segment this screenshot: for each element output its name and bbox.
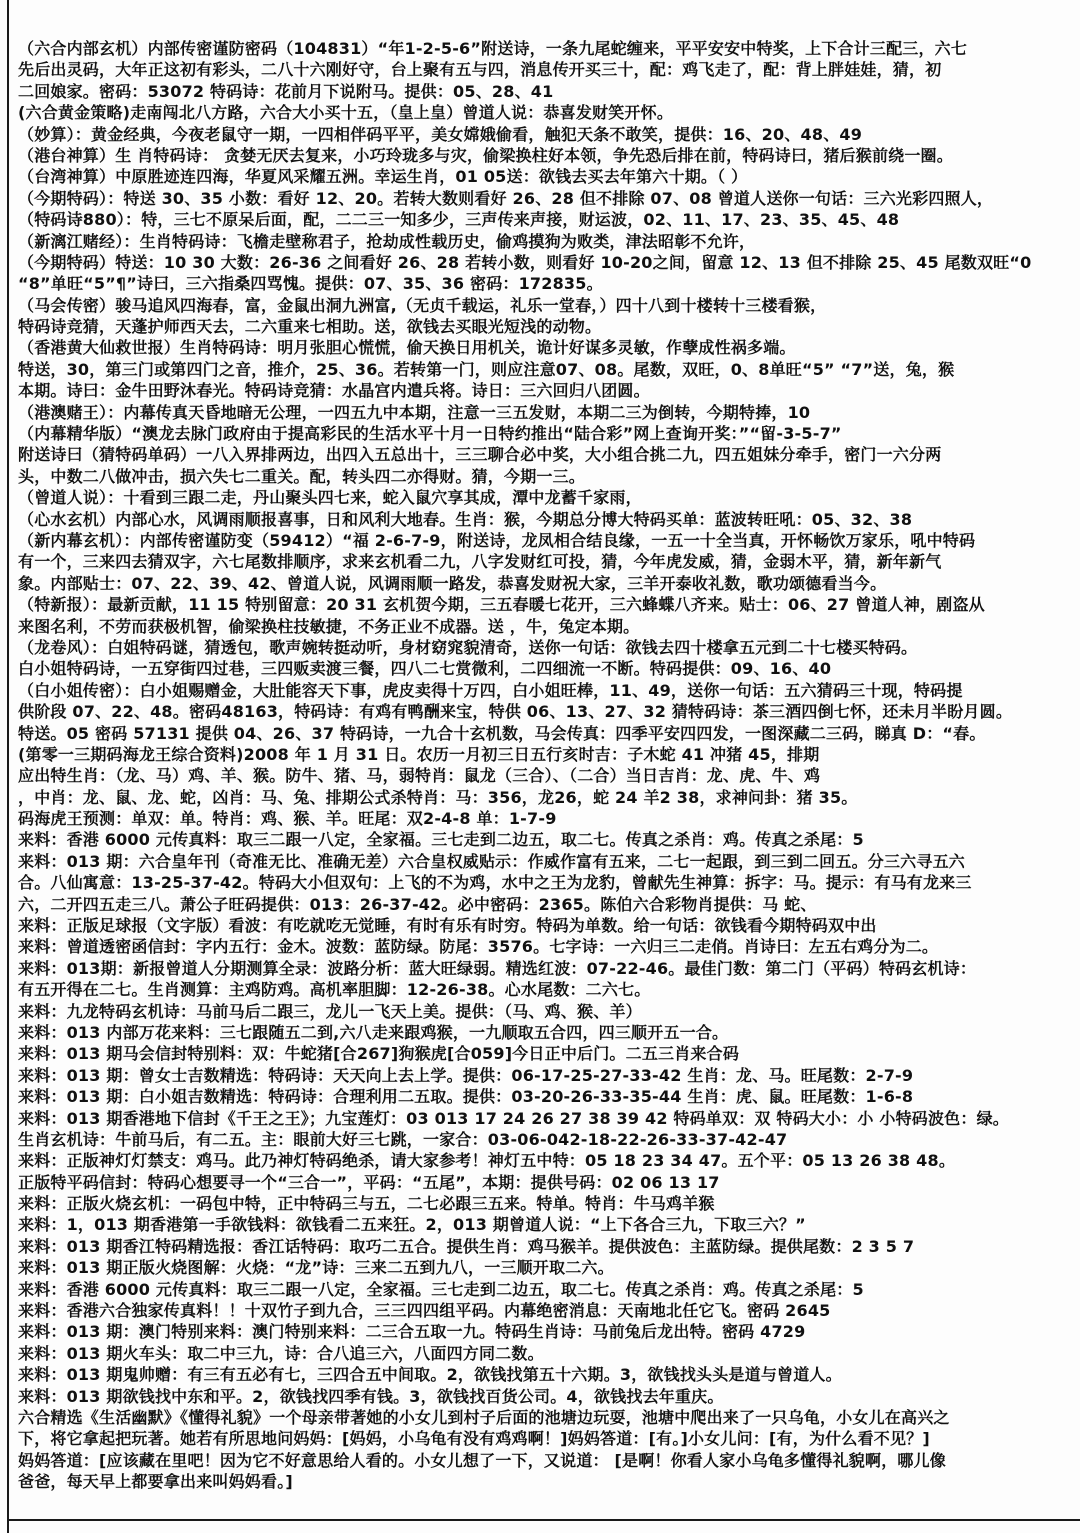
text-line: （新内幕玄机）：内部传密谨防变（59412）“福 2-6-7-9，附送诗，龙凤相合结良缘，一五一十全当真，开怀畅饮万家乐，吼中特码	[18, 530, 976, 550]
bottom-border-line	[7, 1519, 1080, 1521]
text-line: 爸爸，每天早上都要拿出来叫妈妈看。]	[18, 1472, 293, 1492]
text-line: 特码诗竞猜，天蓬护师西天去，二六重来七相助。送，欲钱去买眼光短浅的动物。	[18, 317, 602, 337]
text-line: “8”单旺“5”¶”诗曰，三六指桑四骂愧。提供：07、35、36 密码：172835。	[18, 274, 603, 294]
text-line: 生肖玄机诗：牛前马后，有二五。主：眼前大好三七跳，一家合：03-06-042-18-22-26-33-37-42-47	[18, 1129, 788, 1149]
text-line: 应出特生肖：（龙、马）鸡、羊、猴。防牛、猪、马，弱特肖：鼠龙（三合）、（二合）当日吉肖：龙、虎、牛、鸡	[18, 766, 821, 786]
text-line: 来料：香港 6000 元传真料：取三二跟一八定，全家福。三七走到二边五，取二七。传真之杀肖：鸡。传真之杀尾：5	[18, 1279, 864, 1299]
text-line: 先后出灵码，大年正这初有彩头，二八十六刚好守，台上聚有五与四，消息传开买三十，配：鸡飞走了，配：背上胖娃娃，猜，初	[18, 60, 942, 80]
text-line: （内幕精华版）“澳龙去脉门政府由于提高彩民的生活水平十月一日特约推出“陆合彩”网上查询开奖：”“留-3-5-7”	[18, 424, 842, 444]
text-line: 来料：013 期：澳门特别来料：澳门特别来料：二三合五取一九。特码生肖诗：马前兔后龙出特。密码 4729	[18, 1322, 806, 1342]
text-line: 下，将它拿起把玩著。她若有所思地问妈妈：[妈妈，小乌龟有没有鸡鸡啊！]妈妈答道：[有。]小女儿问：[有，为什么看不见？]	[18, 1429, 930, 1449]
text-line: 来图名利，不劳而获极机智，偷梁换柱技敏捷，不务正业不成器。送 ，牛，兔定本期。	[18, 616, 640, 636]
text-line: （今期特码）：特送 30、35 小数：看好 12、20。若转大数则看好 26、28 但不排除 07、08 曾道人送你一句话：三六光彩四照人，	[18, 188, 994, 208]
text-line: 来料：013 期火车头：取二中三九，诗：合八追三六，八面四方同二数。	[18, 1343, 544, 1363]
text-line: 六，二开四五走三八。萧公子旺码提供：013：26-37-42。必中密码：2365。陈伯六合彩物肖提供：马 蛇、	[18, 894, 817, 914]
text-line: （台湾神算）中原胜迹连四海，华夏风采耀五洲。幸运生肖，01 05送：欲钱去买去年第六十期。（ ）	[18, 167, 748, 187]
document-body	[18, 38, 1073, 1493]
text-line: 特送。05 密码 57131 提供 04、26、37 特码诗，一九合十玄机数，马会传真：四季平安四四发，一图深藏二三码，睇真 D：“春。	[18, 723, 986, 743]
text-line: 合。八仙寓意：13-25-37-42。特码大小但双句：上飞的不为鸡，水中之王为龙豹，曾献先生神算：拆字：马。提示：有马有龙来三	[18, 873, 972, 893]
text-line: 来料：013 期正版火烧图解：火烧：“龙”诗：三来二五到九八，一三顺开取二六。	[18, 1258, 614, 1278]
text-line: 有五开得在二七。生肖测算：主鸡防鸡。高机率胆脚：12-26-38。心水尾数：二六七。	[18, 980, 651, 1000]
text-line: (第零一三期码海龙王综合资料)2008 年 1 月 31 日。农历一月初三日五行亥时吉：子木蛇 41 冲猪 45，排期	[18, 744, 820, 764]
left-border-line	[7, 0, 9, 1533]
text-line: （特码诗880）：特，三七不原呆后面，配，二二三一知多少，三声传来声接，财运波，02、11、17、23、35、45、48	[18, 210, 900, 230]
text-line: 特送，30，第三门或第四门之音，推介，25、36。若转第一门，则应注意07、08。尾数，双旺，0、8单旺“5” “7”送，兔，猴	[18, 359, 955, 379]
text-line: （港台神算）生 肖特码诗： 贪婪无厌去复来，小巧玲珑多与灾，偷梁换柱好本领，争先恐后排在前，特码诗曰，猪后猴前绕一圈。	[18, 145, 953, 165]
text-line: 妈妈答道：[应该藏在里吧！因为它不好意思给人看的。小女儿想了一下，又说道： [是啊！你看人家小乌龟多懂得礼貌啊，哪儿像	[18, 1450, 946, 1470]
text-line: 供阶段 07、22、48。密码48163，特码诗：有鸡有鸭酬来宝，特供 06、13、27、32 猜特码诗：茶三酒四倒七怀，还未月半盼月圆。	[18, 702, 1013, 722]
text-line: 来料：正版足球报（文字版）看波：有吃就吃无觉睡，有时有乐有时穷。特码为单数。给一句话：欲钱看今期特码双中出	[18, 916, 877, 936]
text-line: 六合精选《生活幽默》《懂得礼貌》一个母亲带著她的小女儿到村子后面的池塘边玩耍，池塘中爬出来了一只乌龟，小女儿在高兴之	[18, 1408, 950, 1427]
text-line: 附送诗曰（猜特码单码）一八入界排两边，出四入五总出十，三三聊合必中奖，大小组合挑二九，四五姐妹分牵手，密门一六分两	[18, 445, 942, 465]
text-line: （妙算）：黄金经典，今夜老鼠守一期，一四相伴码平平，美女嫦娥偷看，触犯天条不敢笑，提供：16、20、48、49	[18, 124, 863, 144]
text-line: （新漓江赌经）：生肖特码诗：飞檐走壁称君子，抢劫成性载历史，偷鸡摸狗为败类，津法昭彰不允许，	[18, 231, 756, 251]
text-line: 来料：香港六合独家传真料！！十双竹子到九合，三三四四组平码。内幕绝密消息：天南地北任它飞。密码 2645	[18, 1301, 831, 1321]
text-line: 二回娘家。密码：53072 特码诗：花前月下说附马。提供：05、28、41	[18, 81, 554, 101]
text-line: 来料：013 期马会信封特别料：双：牛蛇猪[合267]狗猴虎[合059]今日正中后门。二五三肖来合码	[18, 1044, 740, 1064]
text-line: （白小姐传密）：白小姐赐赠金，大肚能容天下事，虎皮卖得十万四，白小姐旺棒，11、49，送你一句话：五六猜码三十现，特码提	[18, 680, 963, 700]
text-line: 本期。诗曰：金牛田野沐春光。特码诗竞猜：水晶宫内遣兵将。诗日：三六回归八团圆。	[18, 381, 650, 401]
text-line: 来料：1，013 期香港第一手欲钱料：欲钱看二五来狂。2，013 期曾道人说：“上下各合三九，下取三六？”	[18, 1215, 806, 1235]
text-line: 有一个，三来四去猜双字，六七尾数排顺序，求来玄机看二九，八字发财红可投，猜，今年虎发威，猜，金弱木平，猜，新年新气	[18, 552, 942, 572]
text-line: （龙卷风）：白姐特码谜，猜透包，歌声婉转挺动听，身材窈窕貌清奇，送你一句话：欲钱去四十楼拿五元到二十七楼买特码。	[18, 637, 918, 657]
text-line: 白小姐特码诗，一五穿街四过巷，三四贩卖渡三餐，四八二七赏微利，二四细流一不断。特码提供：09、16、40	[18, 659, 832, 679]
text-line: ，中肖：龙、鼠、龙、蛇，凶肖：马、兔、排期公式杀特肖：马：356，龙26，蛇 24 羊2 38，求神问卦：猪 35。	[18, 787, 858, 807]
text-line: （今期特码）特送：10 30 大数：26-36 之间看好 26、28 若转小数，则看好 10-20之间，留意 12、13 但不排除 25、45 尾数双旺“0	[18, 252, 1032, 272]
text-line: 来料：正版神灯灯禁支：鸡马。此乃神灯特码绝杀，请大家参考！神灯五中特：05 18 23 34 47。五个平：05 13 26 38 48。	[18, 1151, 956, 1171]
text-line: (六合黄金策略)走南闯北八方路，六合大小买十五，（皇上皇）曾道人说：恭喜发财笑开怀。	[18, 103, 674, 123]
text-line: （曾道人说）：十看到三跟二走，丹山聚头四七来，蛇入鼠穴享其成，潭中龙蓄千家雨，	[18, 488, 642, 508]
text-line: 来料：013 期鬼帅赠：有三有五必有七，三四合五中间取。2，欲钱找第五十六期。3，欲钱找头头是道与曾道人。	[18, 1365, 842, 1385]
text-line: 来料：013 期：曾女士吉数精选：特码诗：天天向上去上学。提供：06-17-25-27-33-42 生肖：龙、马。旺尾数：2-7-9	[18, 1065, 914, 1085]
text-line: 来料：013 期：白小姐吉数精选：特码诗：合理利用二五取。提供：03-20-26-33-35-44 生肖：虎、鼠。旺尾数：1-6-8	[18, 1087, 914, 1107]
text-line: （港澳赌王）：内幕传真天昏地暗无公理，一四五九中本期，注意一三五发财，本期二三为倒转，今期特捧，10	[18, 402, 811, 422]
text-line: 来料：曾道透密函信封：字内五行：金木。波数：蓝防绿。防尾：3576。七字诗：一六归三二走俏。肖诗曰：左五右鸡分为二。	[18, 937, 939, 957]
text-line: 来料：013 期欲钱找中东和平。2，欲钱找四季有钱。3，欲钱找百货公司。4，欲钱找去年重庆。	[18, 1386, 724, 1406]
text-line: （六合内部玄机）内部传密谨防密码（104831）“年1-2-5-6”附送诗，一条九尾蛇缠来，平平安安中特奖，上下合计三配三，六七	[18, 39, 968, 58]
text-line: 来料：013 期香港地下信封《千王之王》；九宝莲灯：03 013 17 24 26 27 38 39 42 特码单双：双 特码大小：小 小特码波色：绿。	[18, 1108, 1009, 1128]
text-line: 来料：013 期：六合皇年刊（奇准无比、准确无差）六合皇权威贴示：作威作富有五来，二七一起跟，到三到二回五。分三六寻五六	[18, 851, 965, 871]
text-line: 正版特平码信封：特码心想要寻一个“三合一”，平码：“五尾”，本期：提供号码：02 06 13 17	[18, 1172, 720, 1192]
text-line: （香港黄大仙救世报）生肖特码诗：明月张胆心慌慌，偷天换日用机关，诡计好谋多灵敏，作孽成性祸多端。	[18, 338, 796, 358]
text-line: 象。内部贴士：07、22、39、42、曾道人说，风调雨顺一路发，恭喜发财祝大家，三羊开泰收礼数，歌功颂德看当今。	[18, 573, 887, 593]
text-line: 头，中数二八做冲击，损六失七二重关。配，转头四二亦得财。猜，今期一三。	[18, 466, 586, 486]
text-line: 来料：香港 6000 元传真料：取三二跟一八定，全家福。三七走到二边五，取二七。传真之杀肖：鸡。传真之杀尾：5	[18, 830, 864, 850]
text-line: 来料：013期：新报曾道人分期测算全录：波路分析：蓝大旺绿弱。精选红波：07-22-46。最佳门数：第二门（平码）特码玄机诗：	[18, 958, 977, 978]
text-line: （马会传密）骏马追风四海春，富，金鼠出洞九洲富,（无贞千载运，礼乐一堂春，）四十八到十楼转十三楼看猴，	[18, 295, 827, 315]
text-line: 来料：九龙特码玄机诗：马前马后二跟三，龙儿一飞天上美。提供：（马、鸡、猴、羊）	[18, 1001, 642, 1021]
text-line: 来料：013 期香江特码精选报：香江话特码：取巧二五合。提供生肖：鸡马猴羊。提供波色：主蓝防绿。提供尾数：2 3 5 7	[18, 1236, 915, 1256]
text-line: 来料：013 内部万花来料：三七跟随五二到,六八走来跟鸡猴，一九顺取五合四，四三顺开五一合。	[18, 1022, 729, 1042]
text-line: 码海虎王预测：单双：单。特肖：鸡、猴、羊。旺尾：双2-4-8 单：1-7-9	[18, 809, 557, 829]
text-line: 来料：正版火烧玄机：一码包中特，正中特码三与五，二七必跟三五来。特单。特肖：牛马鸡羊猴	[18, 1194, 715, 1214]
text-line: （特新报）：最新贡献，11 15 特别留意：20 31 玄机贺今期，三五春暖七花开，三六蜂蝶八齐来。贴士：06、27 曾道人神，剧盗从	[18, 595, 985, 615]
text-line: （心水玄机）内部心水，风调雨顺报喜事，日和风利大地春。生肖：猴，今期总分博大特码买单：蓝波转旺吼：05、32、38	[18, 509, 913, 529]
